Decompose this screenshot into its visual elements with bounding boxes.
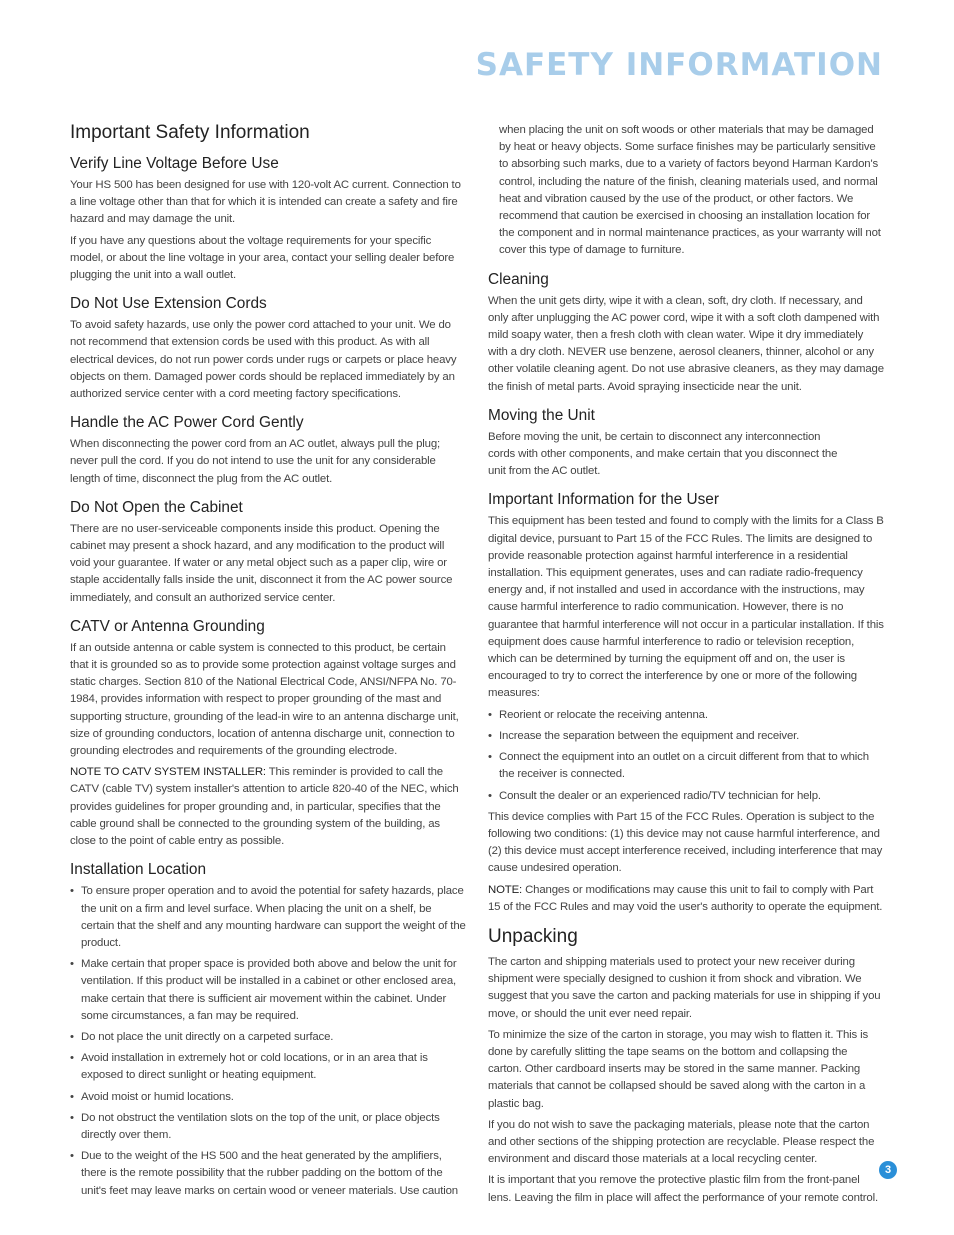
list-item: • Consult the dealer or an experienced radio/TV technician for help.	[488, 788, 884, 805]
paragraph-verify-2: If you have any questions about the voltage requirements for your specific model, or about the line voltage in your area, contact your selling dealer before plugging the unit into a wall outlet.	[70, 234, 455, 282]
paragraph-unpacking-1: The carton and shipping materials used to protect your new receiver during shipment were specially designed to cushion it from shock and vibration. We suggest that you save the carton and packing materials for use in shipping if you move, or should the unit ever need repair.	[488, 955, 881, 1020]
list-item: • Make certain that proper space is provided both above and below the unit for ventilation. If this product will be installed in a cabinet or other enclosed area, make certain that there is sufficient air movement within the cabinet. Under some circumstances, a fan may be required.	[70, 956, 467, 1025]
paragraph-user-1: This equipment has been tested and found to comply with the limits for a Class B digital device, pursuant to Part 15 of the FCC Rules. The limits are designed to provide reasonable protection against harmful interference in a residential installation. This equipment generates, uses and can radiate radio-frequency energy and, if not installed and used in accordance with the instructions, may cause harmful interference to radio communication. However, there is no guarantee that harmful interference will not occur in a particular installation. If this equipment does cause harmful interference to radio or television reception, which can be determined by turning the equipment off and on, the user is encouraged to try to correct the interference by one or more of the following measures:	[488, 515, 884, 700]
section-heading-unpacking: Unpacking	[488, 925, 578, 947]
paragraph-user-2: This device complies with Part 15 of the FCC Rules. Operation is subject to the following two conditions: (1) this device may not cause harmful interference, and (2) this device must accept interference received, including interference that may cause undesired operation.	[488, 810, 883, 875]
page-number-badge: 3	[879, 1161, 897, 1179]
list-item: • Do not obstruct the ventilation slots on the top of the unit, or place objects directly over them.	[70, 1110, 467, 1144]
list-item: • Increase the separation between the equipment and receiver.	[488, 728, 884, 745]
heading-cleaning: Cleaning	[488, 270, 549, 288]
interference-measures-list	[488, 707, 884, 805]
paragraph-cabinet: There are no user-serviceable components inside this product. Opening the cabinet may present a shock hazard, and any modification to the product will void your guarantee. If water or any metal object such as a paper clip, wire or staple accidentally falls inside the unit, disconnect it from the AC power source immediately, and consult an authorized service center.	[70, 522, 453, 604]
user-note-label: NOTE:	[488, 883, 523, 896]
catv-note-text: This reminder is provided to call the CATV (cable TV) system installer's attention to article 820-40 of the NEC, which provides guidelines for proper grounding and, in particular, specifies that the cable ground shall be connected to the grounding system of the building, as close to the point of cable entry as possible.	[70, 766, 459, 848]
heading-user-information: Important Information for the User	[488, 491, 719, 509]
heading-verify-voltage: Verify Line Voltage Before Use	[70, 155, 279, 172]
paragraph-verify-1: Your HS 500 has been designed for use with 120-volt AC current. Connection to a line voltage other than that for which it is intended can create a safety and fire hazard and may damage the unit.	[70, 179, 461, 226]
right-column	[488, 122, 884, 1211]
page-title: SAFETY INFORMATION	[475, 47, 883, 83]
paragraph-cleaning: When the unit gets dirty, wipe it with a clean, soft, dry cloth. If necessary, and only after unplugging the AC power cord, wipe it with a soft cloth dampened with mild soapy water, then a fresh cloth with clean water. Wipe it dry immediately with a dry cloth. NEVER use benzene, aerosol cleaners, thinner, alcohol or any other volatile cleaning agent. Do not use abrasive cleaners, as they may damage the finish of metal parts. Avoid spraying insecticide near the unit.	[488, 294, 884, 393]
user-note-text: Changes or modifications may cause this unit to fail to comply with Part 15 of the FCC Rules and may void the user's authority to operate the equipment.	[488, 883, 883, 913]
list-item: • Avoid moist or humid locations.	[70, 1089, 467, 1106]
paragraph-user-note	[488, 882, 884, 916]
paragraph-unpacking-4: It is important that you remove the protective plastic film from the front-panel lens. Leaving the film in place will affect the performance of your remote control.	[488, 1174, 879, 1204]
list-item: • Connect the equipment into an outlet on a circuit different from that to which the receiver is connected.	[488, 749, 884, 783]
catv-note-label: NOTE TO CATV SYSTEM INSTALLER:	[70, 766, 266, 779]
paragraph-power-cord: When disconnecting the power cord from an AC outlet, always pull the plug; never pull the cord. If you do not intend to use the unit for any considerable length of time, disconnect the plug from the AC outlet.	[70, 438, 441, 485]
heading-catv-grounding: CATV or Antenna Grounding	[70, 617, 265, 635]
heading-cabinet: Do Not Open the Cabinet	[70, 498, 243, 516]
installation-list	[70, 883, 467, 1199]
heading-moving-unit: Moving the Unit	[488, 406, 595, 424]
list-item: • Due to the weight of the HS 500 and the heat generated by the amplifiers, there is the remote possibility that the rubber padding on the bottom of the unit's feet may leave marks on certain wood or veneer materials. Use caution	[70, 1148, 467, 1200]
heading-extension-cords: Do Not Use Extension Cords	[70, 295, 267, 313]
heading-installation-location: Installation Location	[70, 861, 207, 879]
list-item: • Avoid installation in extremely hot or cold locations, or in an area that is exposed to direct sunlight or heating equipment.	[70, 1050, 467, 1084]
heading-power-cord: Handle the AC Power Cord Gently	[70, 414, 304, 432]
list-item: • Reorient or relocate the receiving antenna.	[488, 707, 884, 724]
section-heading-important-safety: Important Safety Information	[70, 122, 310, 143]
paragraph-moving: Before moving the unit, be certain to disconnect any interconnection cords with other components, and make certain that you disconnect the unit from the AC outlet.	[488, 430, 838, 478]
left-column	[70, 118, 467, 1204]
paragraph-catv: If an outside antenna or cable system is connected to this product, be certain that it is grounded so as to provide some protection against voltage surges and static charges. Section 810 of the National Electrical Code, ANSI/NFPA No. 70-1984, provides information with respect to proper grounding of the mast and supporting structure, grounding of the lead-in wire to an antenna discharge unit, size of grounding conductors, location of antenna discharge unit, connection to grounding electrodes and requirements of the grounding electrode.	[70, 641, 459, 758]
list-item: • To ensure proper operation and to avoid the potential for safety hazards, place the unit on a firm and level surface. When placing the unit on a shelf, be certain that the shelf and any mounting hardware can support the weight of the product.	[70, 883, 467, 952]
paragraph-unpacking-3: If you do not wish to save the packaging materials, please note that the carton and other sections of the shipping protection are recyclable. Please respect the environment and discard those materials at a local recycling center.	[488, 1118, 875, 1166]
paragraph-continuation: when placing the unit on soft woods or other materials that may be damaged by heat or heavy objects. Some surface finishes may be particularly sensitive to absorbing such marks, due to a variety of factors beyond Harman Kardon's control, including the nature of the finish, cleaning materials used, and normal heat and vibration caused by the use of the product, or other factors. We recommend that caution be exercised in choosing an installation location for the component and in normal maintenance practices, as your warranty will not cover this type of damage to furniture.	[499, 124, 881, 257]
list-item: • Do not place the unit directly on a carpeted surface.	[70, 1029, 467, 1046]
paragraph-extension: To avoid safety hazards, use only the power cord attached to your unit. We do not recommend that extension cords be used with this product. As with all electrical devices, do not run power cords under rugs or carpets or place heavy objects on them. Damaged power cords should be replaced immediately by an authorized service center with a cord meeting factory specifications.	[70, 319, 457, 401]
paragraph-catv-note	[70, 764, 467, 850]
paragraph-unpacking-2: To minimize the size of the carton in storage, you may wish to flatten it. This is done by carefully slitting the tape seams on the bottom and collapsing the carton. Other cardboard inserts may be stored in the same manner. Packing materials that cannot be collapsed should be saved along with the carton in a plastic bag.	[488, 1028, 869, 1110]
